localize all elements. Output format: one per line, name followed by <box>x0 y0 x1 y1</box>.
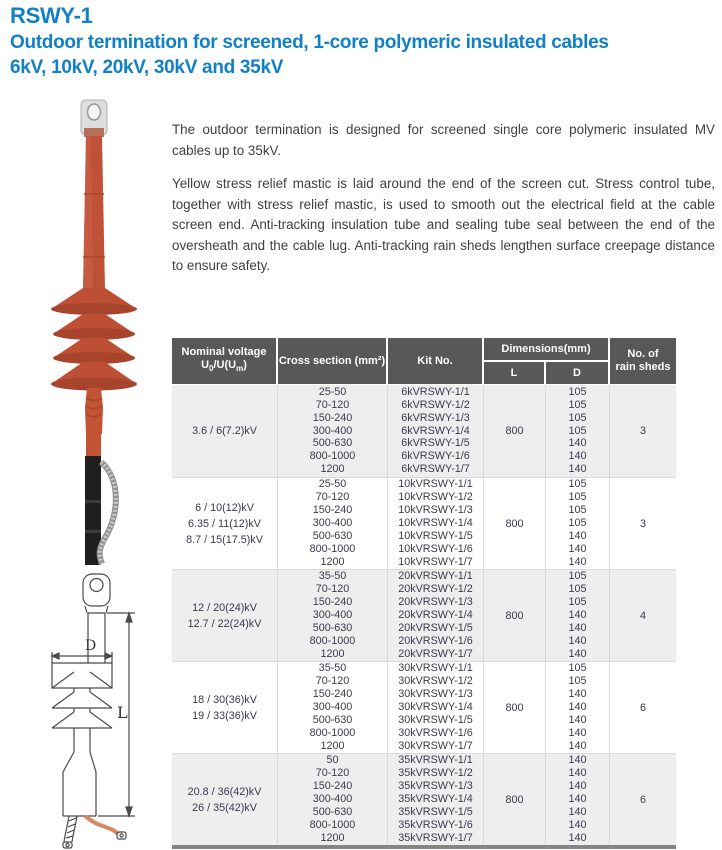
description <box>172 120 715 290</box>
dimension-d-value: 140 <box>568 754 587 767</box>
cross-section-value: 50 <box>326 754 339 767</box>
dimension-d-value: 140 <box>568 713 587 726</box>
voltage-value: 12 / 20(24)kV <box>192 601 257 614</box>
rain-sheds-value: 3 <box>639 425 646 437</box>
dimension-d-value: 140 <box>568 701 587 714</box>
cross-section-value: 500-630 <box>312 529 353 542</box>
cross-section-value: 300-400 <box>312 793 353 806</box>
kit-no-value: 30kVRSWY-1/1 <box>398 662 473 675</box>
description-paragraph-2: Yellow stress relief mastic is laid around the end of the screen cut. Stress control tube, together with stress relief mastic, is used to smooth out the electrical field at the cable screen end. Anti-tracking insulation tube and sealing tube seal between the end of the oversheath and the cable lug. Anti-tracking rain sheds lengthen surface creepage distance to ensure safety. <box>172 176 715 273</box>
cross-section-value: 500-630 <box>312 713 353 726</box>
kit-no-value: 35kVRSWY-1/1 <box>398 754 473 767</box>
cross-section-value: 800-1000 <box>309 542 356 555</box>
header-dimensions <box>484 338 610 384</box>
termination-photo-graphic <box>28 98 162 565</box>
d-dimension-lines <box>52 652 112 663</box>
kit-no-value: 20kVRSWY-1/2 <box>398 583 473 596</box>
cross-section-value: 1200 <box>320 739 345 752</box>
kit-no-value: 10kVRSWY-1/5 <box>398 529 473 542</box>
dimension-d-value: 105 <box>568 491 587 504</box>
u-subscript-m: m <box>236 364 244 374</box>
rain-sheds-value: 3 <box>639 517 646 530</box>
cross-section-value: 500-630 <box>312 805 353 818</box>
cross-section-cell <box>278 570 388 661</box>
kit-no-value: 35kVRSWY-1/4 <box>398 793 473 806</box>
dimension-d-value: 105 <box>568 675 587 688</box>
product-code: RSWY-1 <box>10 3 93 28</box>
title-block <box>10 2 715 80</box>
voltage-value: 18 / 30(36)kV <box>192 693 257 706</box>
page-subtitle: 6kV, 10kV, 20kV, 30kV and 35kV <box>10 57 284 78</box>
kit-no-value: 35kVRSWY-1/2 <box>398 767 473 780</box>
drawing-lower-body <box>63 728 96 816</box>
voltage-value: 12.7 / 22(24)kV <box>187 617 262 630</box>
cross-section-value: 500-630 <box>312 621 353 634</box>
rain-sheds <box>51 288 137 391</box>
cross-section-value: 70-120 <box>315 398 350 411</box>
dimension-d-value: 140 <box>568 647 587 660</box>
cross-section-value: 1200 <box>320 463 345 476</box>
nominal-voltage-cell <box>172 478 278 569</box>
cable-lug <box>81 100 107 137</box>
drawing-exit-cables <box>63 816 126 848</box>
dimension-l-value: 800 <box>505 425 524 437</box>
kit-no-value: 10kVRSWY-1/7 <box>398 555 473 568</box>
kit-no-value: 6kVRSWY-1/2 <box>401 398 470 411</box>
header-nominal-line1: Nominal voltage <box>181 346 267 359</box>
dimension-d-value: 140 <box>568 793 587 806</box>
voltage-value: 8.7 / 15(17.5)kV <box>186 533 263 546</box>
header-nominal-line2 <box>201 359 247 375</box>
header-dimensions-label: Dimensions(mm) <box>484 338 608 362</box>
kit-no-value: 20kVRSWY-1/5 <box>398 621 473 634</box>
cross-section-value: 300-400 <box>312 424 353 437</box>
rain-sheds-cell <box>610 662 676 753</box>
cross-section-value: 35-50 <box>318 570 347 583</box>
cross-section-value: 500-630 <box>312 437 353 450</box>
rain-sheds-cell <box>610 385 676 477</box>
dimension-d-value: 140 <box>568 739 587 752</box>
kit-no-value: 30kVRSWY-1/7 <box>398 739 473 752</box>
voltage-group-1 <box>172 385 676 477</box>
kit-no-value: 30kVRSWY-1/6 <box>398 726 473 739</box>
dimension-d-value: 105 <box>568 424 587 437</box>
header-dim-l: L <box>484 362 546 384</box>
kit-no-value: 35kVRSWY-1/7 <box>398 831 473 844</box>
kit-no-value: 30kVRSWY-1/3 <box>398 688 473 701</box>
u-subscript-0: 0 <box>209 364 214 374</box>
kit-no-value: 10kVRSWY-1/3 <box>398 504 473 517</box>
dimension-d-cell <box>546 754 610 845</box>
cross-section-cell <box>278 662 388 753</box>
kit-no-cell <box>388 754 484 845</box>
rain-sheds-value: 6 <box>639 701 646 714</box>
dimension-l-cell <box>484 478 546 569</box>
kit-no-value: 6kVRSWY-1/4 <box>401 424 470 437</box>
sealing-tube <box>83 136 105 290</box>
header-rain-sheds <box>610 338 676 384</box>
voltage-value: 19 / 33(36)kV <box>192 709 257 722</box>
dimension-l-value: 800 <box>505 701 524 714</box>
dimension-d-value: 140 <box>568 542 587 555</box>
kit-no-value: 20kVRSWY-1/3 <box>398 596 473 609</box>
dimension-d-value: 105 <box>568 662 587 675</box>
voltage-value: 3.6 / 6(7.2)kV <box>192 425 257 437</box>
table-body <box>172 384 676 845</box>
voltage-group-5 <box>172 753 676 845</box>
dimension-d-value: 105 <box>568 517 587 530</box>
dimension-l-cell <box>484 662 546 753</box>
voltage-value: 20.8 / 36(42)kV <box>187 785 262 798</box>
header-rain-line2: rain sheds <box>615 361 671 373</box>
dimension-d-value: 140 <box>568 555 587 568</box>
dimension-l-cell <box>484 570 546 661</box>
dimension-l-value: 800 <box>505 517 524 530</box>
cross-section-value: 25-50 <box>318 478 347 491</box>
cross-section-value: 25-50 <box>318 385 347 398</box>
cross-section-value: 800-1000 <box>309 726 356 739</box>
dimension-drawing <box>25 566 170 850</box>
voltage-value: 26 / 35(42)kV <box>192 801 257 814</box>
header-cross-section: Cross section (mm²) <box>278 338 388 384</box>
nominal-voltage-cell <box>172 754 278 845</box>
rain-sheds-cell <box>610 570 676 661</box>
dimension-d-cell <box>546 570 610 661</box>
rain-sheds-cell <box>610 754 676 845</box>
cross-section-value: 150-240 <box>312 688 353 701</box>
voltage-group-2 <box>172 477 676 569</box>
dimension-drawing-graphic <box>25 566 170 850</box>
cross-section-value: 800-1000 <box>309 818 356 831</box>
dimension-d-value: 140 <box>568 437 587 450</box>
dimension-d-value: 140 <box>568 463 587 476</box>
kit-no-value: 20kVRSWY-1/1 <box>398 570 473 583</box>
header-nominal-voltage <box>172 338 278 384</box>
cross-section-value: 150-240 <box>312 411 353 424</box>
cross-section-value: 35-50 <box>318 662 347 675</box>
kit-no-value: 20kVRSWY-1/7 <box>398 647 473 660</box>
description-paragraph-1: The outdoor termination is designed for screened single core polymeric insulated MV cables up to 35kV. <box>172 122 715 158</box>
dimension-l-value: 800 <box>505 609 524 622</box>
cross-section-value: 70-120 <box>315 491 350 504</box>
kit-no-value: 6kVRSWY-1/7 <box>401 463 470 476</box>
kit-no-cell <box>388 385 484 477</box>
dimension-d-value: 105 <box>568 504 587 517</box>
kit-no-value: 35kVRSWY-1/3 <box>398 780 473 793</box>
dimension-d-value: 140 <box>568 726 587 739</box>
cross-section-value: 1200 <box>320 647 345 660</box>
table-header <box>172 338 676 384</box>
kit-no-value: 35kVRSWY-1/6 <box>398 818 473 831</box>
cable-and-ground-braid <box>85 456 116 565</box>
kit-no-value: 6kVRSWY-1/6 <box>401 450 470 463</box>
kit-no-cell <box>388 570 484 661</box>
dimension-d-value: 105 <box>568 385 587 398</box>
kit-no-value: 35kVRSWY-1/5 <box>398 805 473 818</box>
dimension-d-value: 105 <box>568 411 587 424</box>
cross-section-value: 70-120 <box>315 767 350 780</box>
dimension-d-value: 140 <box>568 609 587 622</box>
u-end: ) <box>243 359 247 372</box>
kit-no-value: 30kVRSWY-1/5 <box>398 713 473 726</box>
voltage-value: 6.35 / 11(12)kV <box>187 517 262 530</box>
dimension-d-value: 140 <box>568 450 587 463</box>
dimension-d-cell <box>546 478 610 569</box>
dimension-d-value: 105 <box>568 570 587 583</box>
header-kit-no: Kit No. <box>388 338 484 384</box>
cross-section-value: 150-240 <box>312 596 353 609</box>
dimension-d-value: 140 <box>568 831 587 844</box>
kit-no-value: 10kVRSWY-1/6 <box>398 542 473 555</box>
cross-section-value: 300-400 <box>312 517 353 530</box>
kit-no-value: 6kVRSWY-1/1 <box>401 385 470 398</box>
rain-sheds-value: 6 <box>639 793 646 806</box>
cross-section-value: 70-120 <box>315 583 350 596</box>
drawing-rain-sheds <box>52 663 112 728</box>
header-dimensions-sub <box>484 362 608 384</box>
kit-no-cell <box>388 478 484 569</box>
dimension-d-value: 140 <box>568 767 587 780</box>
kit-no-value: 30kVRSWY-1/4 <box>398 701 473 714</box>
dimension-d-value: 140 <box>568 529 587 542</box>
dimension-label-l: L <box>117 703 128 722</box>
stress-control-neck <box>85 388 103 458</box>
header-rain-line1: No. of <box>627 348 659 360</box>
dimension-d-value: 140 <box>568 688 587 701</box>
dimension-d-value: 105 <box>568 596 587 609</box>
cross-section-value: 800-1000 <box>309 634 356 647</box>
kit-no-value: 20kVRSWY-1/6 <box>398 634 473 647</box>
kit-no-value: 30kVRSWY-1/2 <box>398 675 473 688</box>
kit-no-value: 20kVRSWY-1/4 <box>398 609 473 622</box>
nominal-voltage-cell <box>172 570 278 661</box>
cross-section-cell <box>278 754 388 845</box>
dimension-d-value: 140 <box>568 818 587 831</box>
page-title: Outdoor termination for screened, 1-core polymeric insulated cables <box>10 32 609 53</box>
drawing-lug <box>83 574 110 613</box>
dimension-d-value: 105 <box>568 398 587 411</box>
kit-no-value: 10kVRSWY-1/1 <box>398 478 473 491</box>
kit-no-value: 6kVRSWY-1/5 <box>401 437 470 450</box>
cross-section-cell <box>278 478 388 569</box>
cross-section-value: 1200 <box>320 555 345 568</box>
dimension-label-d: D <box>85 638 97 654</box>
dimension-l-cell <box>484 385 546 477</box>
cross-section-value: 300-400 <box>312 701 353 714</box>
cross-section-value: 300-400 <box>312 609 353 622</box>
u-mid: /U(U <box>213 359 237 372</box>
dimension-d-value: 140 <box>568 805 587 818</box>
cross-section-value: 150-240 <box>312 780 353 793</box>
dimension-d-cell <box>546 662 610 753</box>
kit-no-value: 10kVRSWY-1/2 <box>398 491 473 504</box>
dimension-d-value: 140 <box>568 634 587 647</box>
cross-section-value: 1200 <box>320 831 345 844</box>
rain-sheds-value: 4 <box>639 609 646 622</box>
header-dim-d: D <box>573 367 581 379</box>
kit-no-value: 6kVRSWY-1/3 <box>401 411 470 424</box>
dimension-l-cell <box>484 754 546 845</box>
nominal-voltage-cell <box>172 662 278 753</box>
dimension-l-value: 800 <box>505 793 524 806</box>
cross-section-value: 150-240 <box>312 504 353 517</box>
dimension-d-value: 105 <box>568 478 587 491</box>
specification-table <box>172 338 676 849</box>
voltage-value: 6 / 10(12)kV <box>195 501 254 514</box>
rain-sheds-cell <box>610 478 676 569</box>
kit-no-value: 10kVRSWY-1/4 <box>398 517 473 530</box>
cross-section-value: 800-1000 <box>309 450 356 463</box>
dimension-d-value: 140 <box>568 621 587 634</box>
u-symbol: U <box>201 359 210 372</box>
voltage-group-4 <box>172 661 676 753</box>
dimension-d-value: 140 <box>568 780 587 793</box>
dimension-d-value: 105 <box>568 583 587 596</box>
cross-section-cell <box>278 385 388 477</box>
kit-no-cell <box>388 662 484 753</box>
cross-section-value: 70-120 <box>315 675 350 688</box>
dimension-d-cell <box>546 385 610 477</box>
voltage-group-3 <box>172 569 676 661</box>
nominal-voltage-cell <box>172 385 278 477</box>
product-photo <box>28 98 162 565</box>
